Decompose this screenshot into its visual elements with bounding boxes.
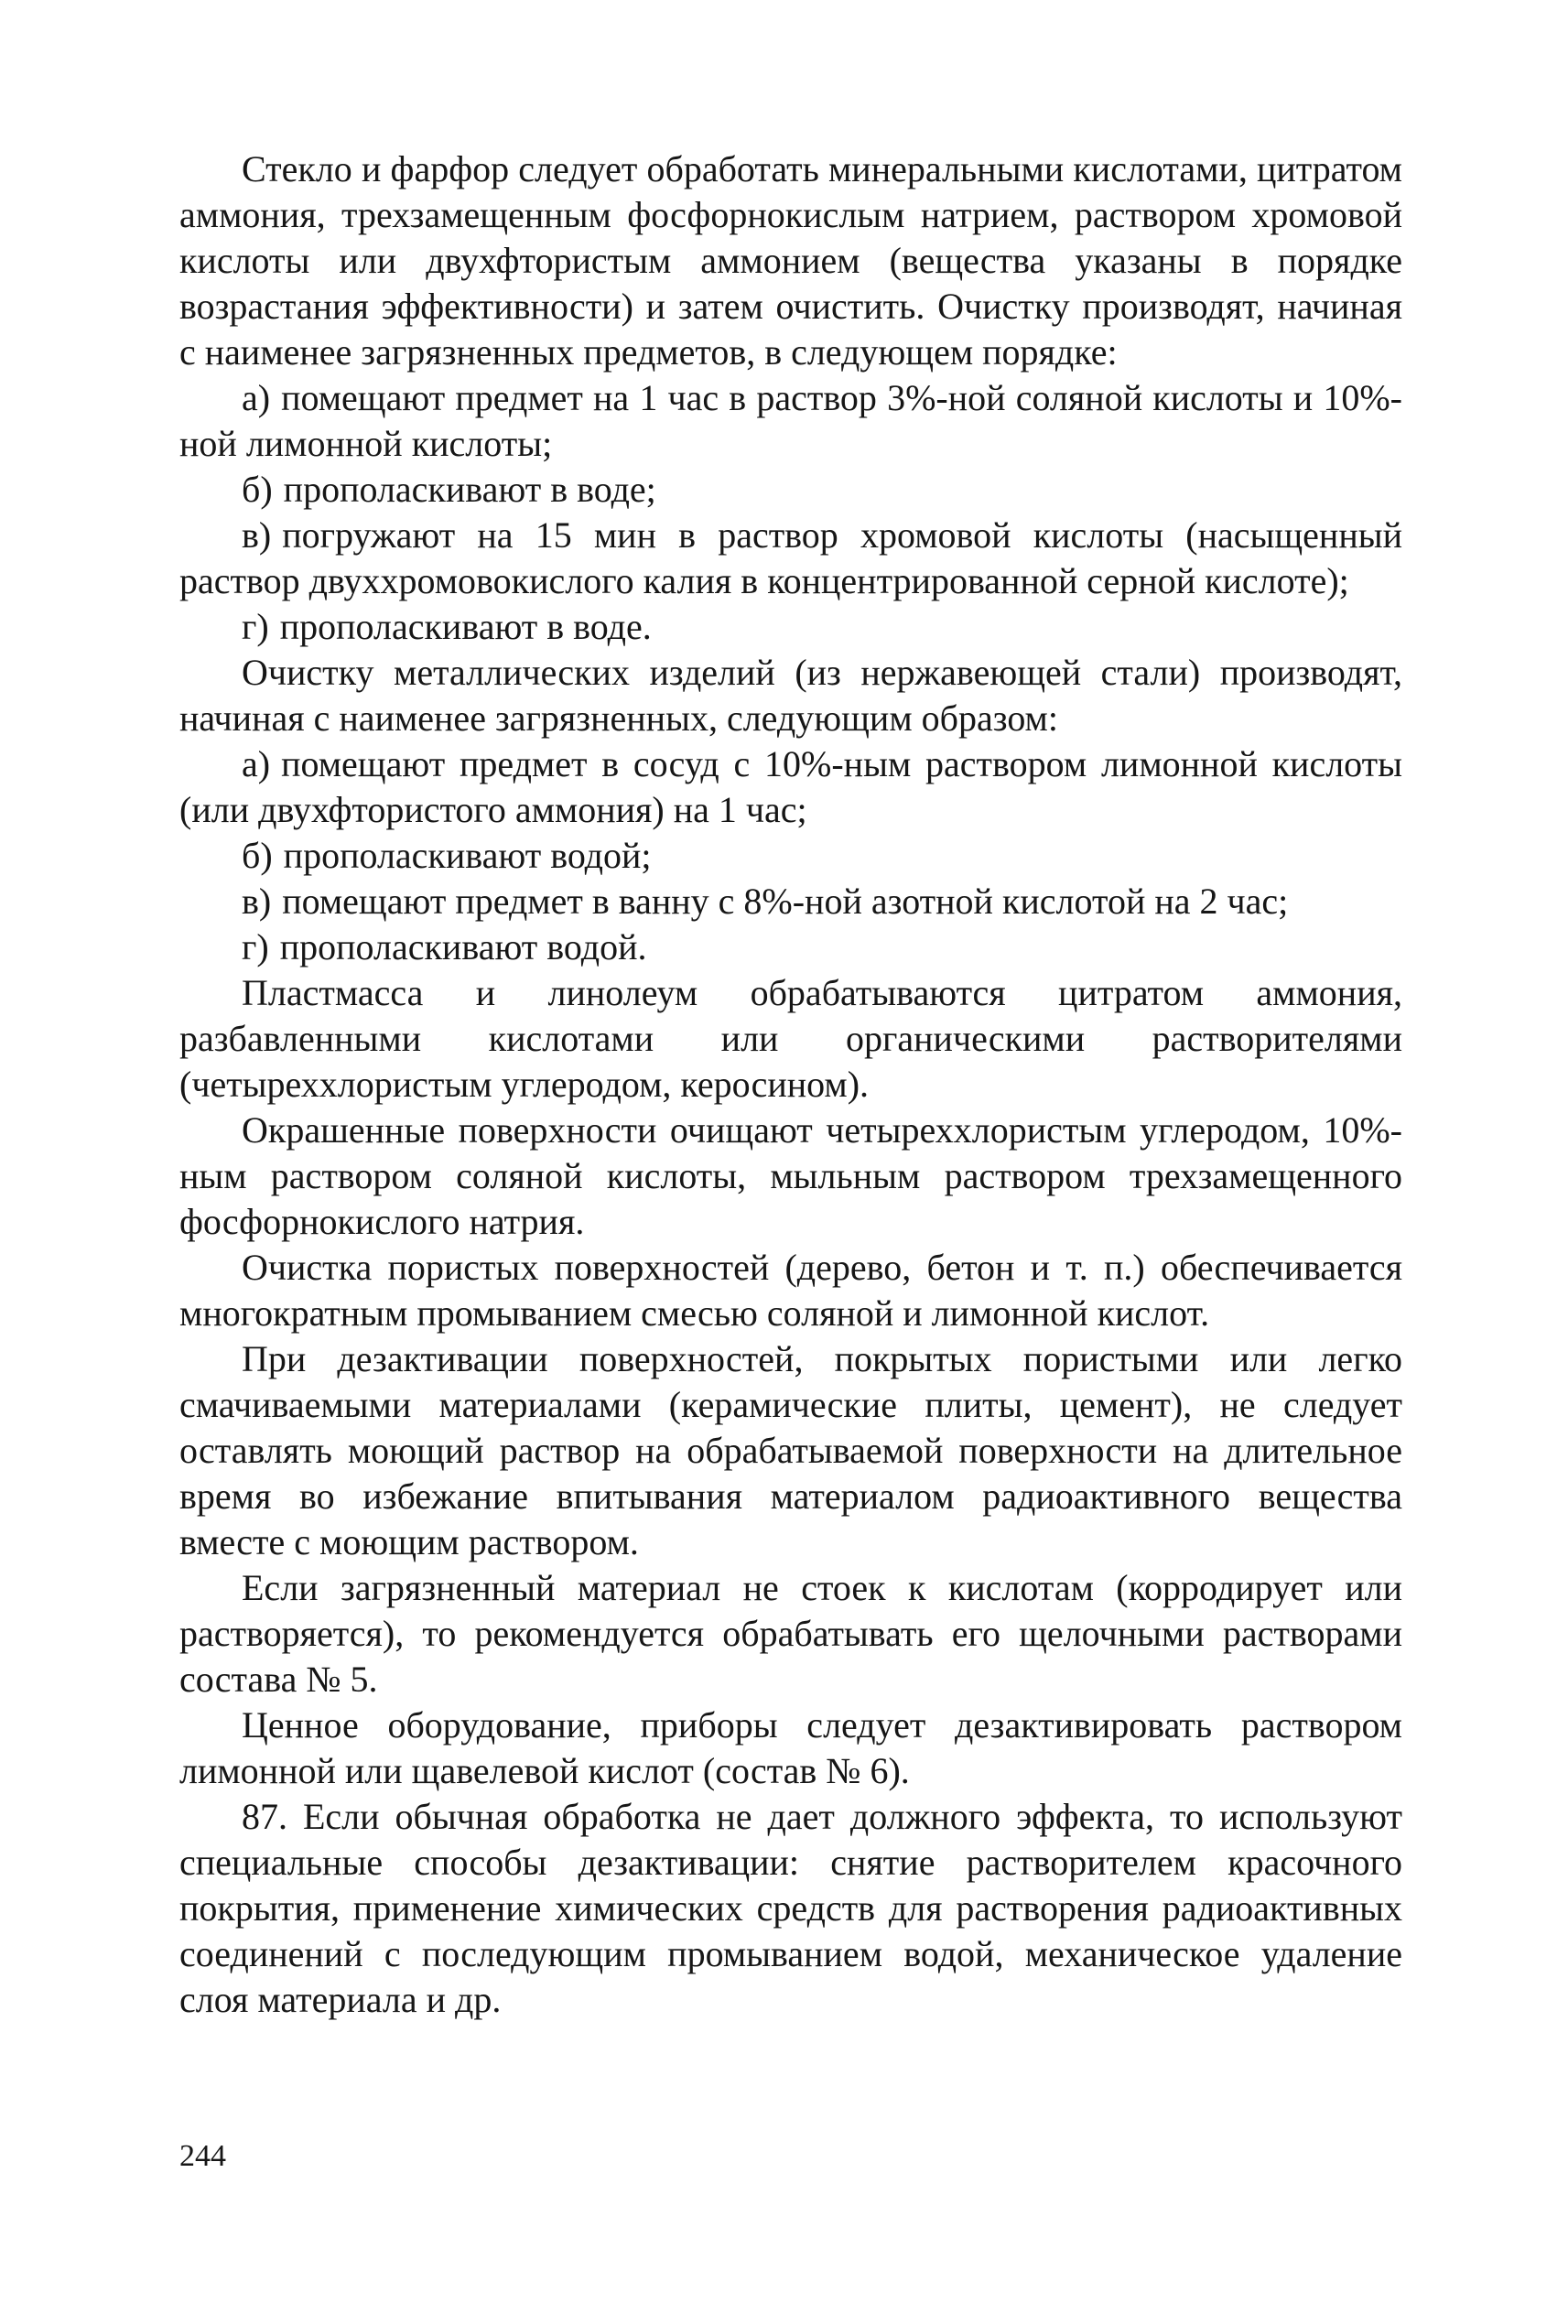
list-item-text: прополаскивают водой. [279, 926, 647, 967]
list-item-text: погружают на 15 мин в раствор хромовой кислоты (насыщенный раствор двуххромовокислого калия в концентрированной серной кислоте); [179, 514, 1402, 601]
list-item-label: в) [242, 514, 272, 556]
list-item-text: помещают предмет на 1 час в раствор 3%-ной соляной кислоты и 10%-ной лимонной кислоты; [179, 377, 1402, 464]
page-number: 244 [179, 2139, 226, 2173]
list-item [179, 741, 1402, 833]
list-item-label: в) [242, 881, 272, 922]
list-item-text: прополаскивают в воде; [283, 469, 656, 510]
paragraph-valuable-equipment: Ценное оборудование, приборы следует дезактивировать раствором лимонной или щавелевой кислот (состав № 6). [179, 1704, 1402, 1791]
list-item-label: б) [242, 469, 273, 510]
paragraph-glass-porcelain: Стекло и фарфор следует обработать минеральными кислотами, цитратом аммония, трехзамещенным фосфорнокислым натрием, раствором хромовой кислоты или двухфтористым аммонием (вещества указаны в порядке возрастания эффективности) и затем очистить. Очистку производят, начиная с наименее загрязненных предметов, в следующем порядке: [179, 148, 1402, 373]
list-item [179, 604, 1402, 650]
list-item-text: помещают предмет в сосуд с 10%-ным раствором лимонной кислоты (или двухфтористого аммония) на 1 час; [179, 743, 1402, 830]
list-item-label: а) [242, 377, 271, 418]
list-item-label: г) [242, 926, 269, 967]
body-text [179, 146, 1402, 2023]
list-item-label: а) [242, 743, 271, 784]
paragraph-porous-surfaces: Очистка пористых поверхностей (дерево, бетон и т. п.) обеспечивается многократным промыванием смесью соляной и лимонной кислот. [179, 1247, 1402, 1334]
list-item-label: г) [242, 606, 269, 647]
paragraph-metal-items: Очистку металлических изделий (из нержавеющей стали) производят, начиная с наименее загрязненных, следующим образом: [179, 652, 1402, 739]
list-item-label: б) [242, 835, 273, 876]
list-item-text: прополаскивают водой; [283, 835, 652, 876]
list-item [179, 833, 1402, 879]
paragraph-plastic-linoleum: Пластмасса и линолеум обрабатываются цитратом аммония, разбавленными кислотами или органическими растворителями (четыреххлористым углеродом, керосином). [179, 972, 1402, 1105]
paragraph-decontamination-warning: При дезактивации поверхностей, покрытых пористыми или легко смачиваемыми материалами (керамические плиты, цемент), не следует оставлять моющий раствор на обрабатываемой поверхности на длительное время во избежание впитывания материалом радиоактивного вещества вместе с моющим раствором. [179, 1338, 1402, 1562]
list-item [179, 467, 1402, 513]
document-page [179, 146, 1402, 2252]
list-item [179, 375, 1402, 467]
paragraph-87-special-methods: 87. Если обычная обработка не дает должного эффекта, то используют специальные способы дезактивации: снятие растворителем красочного покрытия, применение химических средств для растворения радиоактивных соединений с последующим промыванием водой, механическое удаление слоя материала и др. [179, 1796, 1402, 2020]
list-item [179, 924, 1402, 970]
list-item-text: прополаскивают в воде. [279, 606, 652, 647]
list-item-text: помещают предмет в ванну с 8%-ной азотной кислотой на 2 час; [282, 881, 1289, 922]
list-item [179, 879, 1402, 924]
paragraph-acid-nonresistant: Если загрязненный материал не стоек к кислотам (корродирует или растворяется), то рекомендуется обрабатывать его щелочными растворами состава № 5. [179, 1567, 1402, 1700]
paragraph-painted-surfaces: Окрашенные поверхности очищают четыреххлористым углеродом, 10%-ным раствором соляной кислоты, мыльным раствором трехзамещенного фосфорнокислого натрия. [179, 1109, 1402, 1242]
list-item [179, 513, 1402, 604]
